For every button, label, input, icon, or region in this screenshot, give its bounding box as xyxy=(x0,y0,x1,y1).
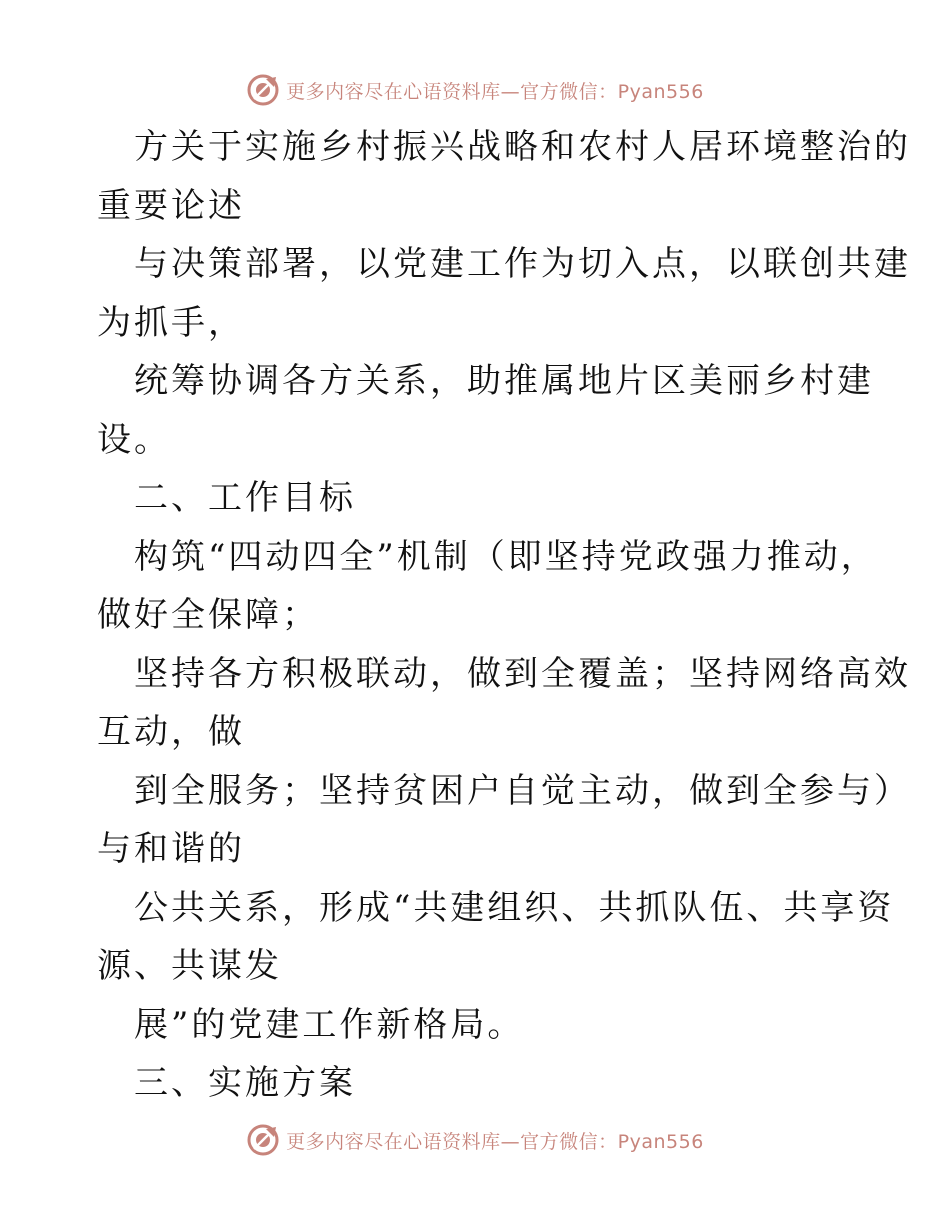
body-line: 坚持各方积极联动，做到全覆盖；坚持网络高效 xyxy=(134,653,911,694)
body-line: 展”的党建工作新格局。 xyxy=(134,1004,525,1045)
body-line: 公共关系，形成“共建组织、共抓队伍、共享资 xyxy=(134,887,895,928)
logo-icon xyxy=(246,1123,280,1157)
logo-icon xyxy=(246,73,280,107)
body-line: 为抓手， xyxy=(97,302,245,343)
section-heading: 三、实施方案 xyxy=(134,1063,356,1103)
document-body xyxy=(97,118,911,1113)
body-line: 做好全保障； xyxy=(97,595,319,635)
body-line: 统筹协调各方关系，助推属地片区美丽乡村建 xyxy=(134,361,874,401)
body-line: 与决策部署，以党建工作为切入点，以联创共建 xyxy=(134,244,911,284)
body-line: 方关于实施乡村振兴战略和农村人居环境整治的 xyxy=(134,127,911,167)
header-banner xyxy=(0,70,950,110)
body-line: 到全服务；坚持贫困户自觉主动，做到全参与） xyxy=(134,770,911,811)
body-line: 设。 xyxy=(97,419,171,460)
body-line: 重要论述 xyxy=(97,185,245,226)
section-heading: 二、工作目标 xyxy=(134,478,356,518)
body-line: 与和谐的 xyxy=(97,829,245,869)
footer-banner xyxy=(0,1120,950,1160)
body-line: 构筑“四动四全”机制（即坚持党政强力推动， xyxy=(134,536,878,577)
body-line: 源、共谋发 xyxy=(97,946,282,986)
header-banner-text: 更多内容尽在心语资料库—官方微信：Pyan556 xyxy=(286,80,704,103)
body-line: 互动，做 xyxy=(97,712,245,752)
footer-banner-text: 更多内容尽在心语资料库—官方微信：Pyan556 xyxy=(286,1130,704,1153)
